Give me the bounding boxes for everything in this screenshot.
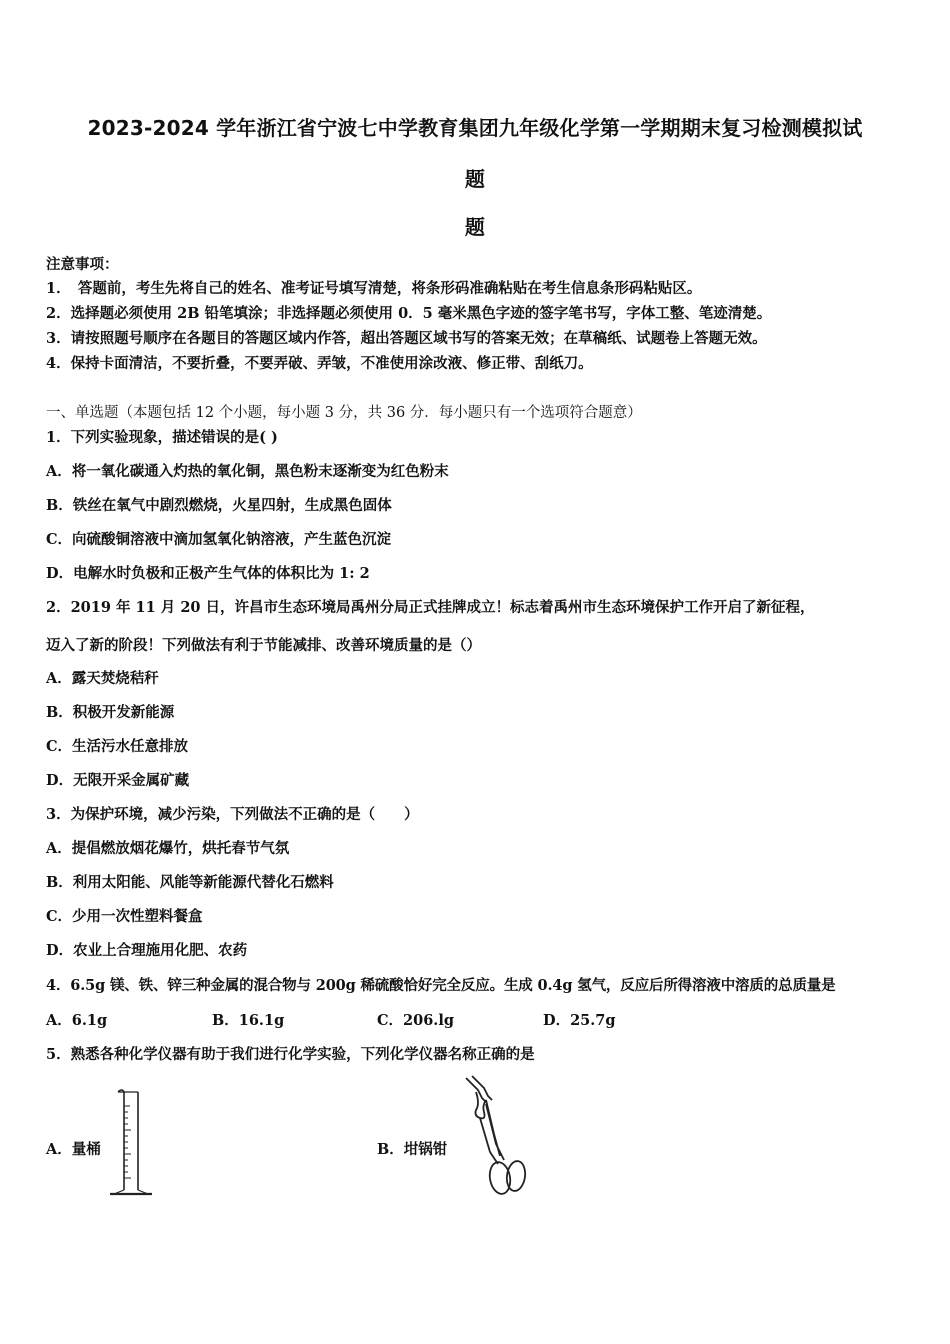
question-2-option-a: A．露天焚烧秸秆 [46,670,159,687]
question-1-stem: 1．下列实验现象，描述错误的是( ) [46,429,278,446]
question-1-option-a: A．将一氧化碳通入灼热的氧化铜，黑色粉末逐渐变为红色粉末 [46,463,449,480]
crucible-tongs-figure [456,1074,536,1204]
question-4-option-b: B．16.1g [212,1012,285,1029]
notes-heading: 注意事项： [46,256,119,273]
question-1-option-d: D．电解水时负极和正极产生气体的体积比为 1: 2 [46,565,370,582]
note-item-2: 2．选择题必须使用 2B 铅笔填涂；非选择题必须使用 0．5 毫米黑色字迹的签字笔书写，字体工整、笔迹清楚。 [46,305,772,322]
question-1-option-b: B．铁丝在氧气中剧烈燃烧，火星四射，生成黑色固体 [46,497,392,514]
question-2-stem-line-1: 2．2019 年 11 月 20 日，许昌市生态环境局禹州分局正式挂牌成立！标志着禹州市生态环境保护工作开启了新征程， [46,599,815,616]
question-4-option-d: D．25.7g [543,1012,616,1029]
question-1-option-c: C．向硫酸铜溶液中滴加氢氧化钠溶液，产生蓝色沉淀 [46,531,392,548]
question-2-stem-line-2: 迈入了新的阶段！下列做法有利于节能减排、改善环境质量的是（） [46,637,481,654]
question-2-option-d: D．无限开采金属矿藏 [46,772,190,789]
question-2-option-b: B．积极开发新能源 [46,704,175,721]
question-5-stem: 5．熟悉各种化学仪器有助于我们进行化学实验，下列化学仪器名称正确的是 [46,1046,535,1063]
question-4-option-c: C．206.lg [377,1012,455,1029]
note-item-3: 3．请按照题号顺序在各题目的答题区域内作答，超出答题区域书写的答案无效；在草稿纸、试题卷上答题无效。 [46,330,767,347]
question-3-option-d: D．农业上合理施用化肥、农药 [46,942,248,959]
page-title: 2023-2024 学年浙江省宁波七中学教育集团九年级化学第一学期期末复习检测模拟试 [87,116,863,140]
section-heading: 一、单选题（本题包括 12 个小题，每小题 3 分，共 36 分．每小题只有一个选项符合题意） [46,405,642,421]
note-item-4: 4．保持卡面清洁，不要折叠，不要弄破、弄皱，不准使用涂改液、修正带、刮纸刀。 [46,355,593,372]
note-item-1: 1． 答题前，考生先将自己的姓名、准考证号填写清楚，将条形码准确粘贴在考生信息条形码粘贴区。 [46,280,702,297]
question-4-stem: 4．6.5g 镁、铁、锌三种金属的混合物与 200g 稀硫酸恰好完全反应。生成 0.4g 氢气，反应后所得溶液中溶质的总质量是 [46,977,836,994]
question-5-option-b: B．坩锅钳 [377,1141,448,1158]
page-title-repeat: 题 [464,215,486,239]
question-4-option-a: A．6.1g [46,1012,108,1029]
question-3-option-c: C．少用一次性塑料餐盒 [46,908,203,925]
question-2-option-c: C．生活污水任意排放 [46,738,189,755]
question-3-option-a: A．提倡燃放烟花爆竹，烘托春节气氛 [46,840,290,857]
question-3-stem: 3．为保护环境，减少污染，下列做法不正确的是（ ） [46,806,419,823]
page-title-continued: 题 [464,167,486,191]
question-5-option-a: A．量桶 [46,1141,101,1158]
measuring-cylinder-figure [104,1086,160,1202]
question-3-option-b: B．利用太阳能、风能等新能源代替化石燃料 [46,874,334,891]
